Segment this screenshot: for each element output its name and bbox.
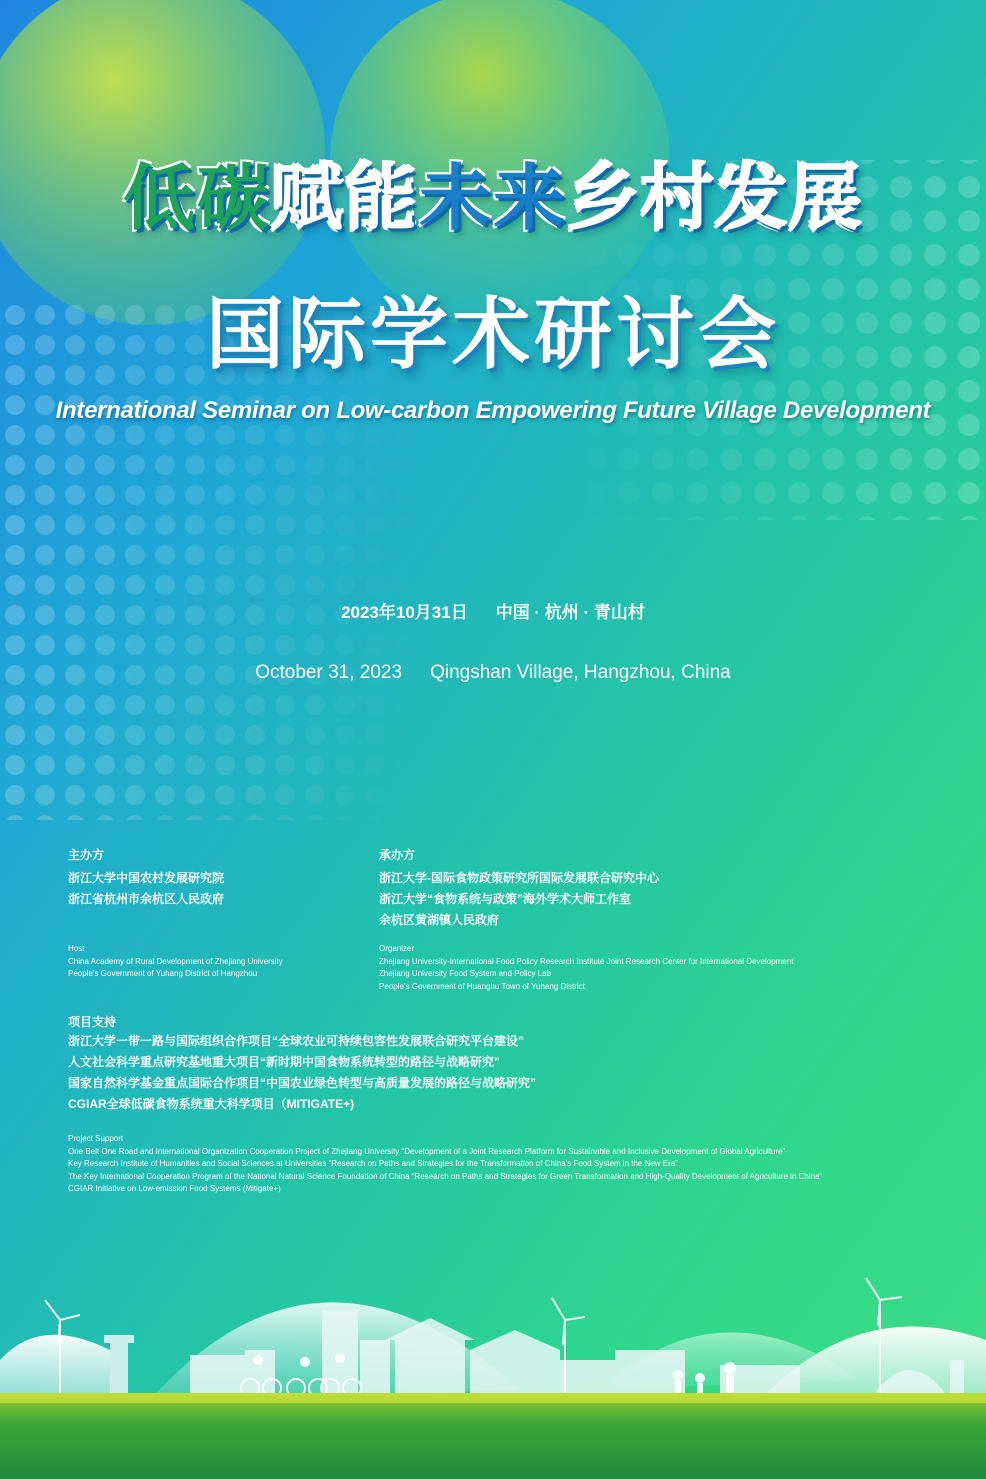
project-support-cn <box>68 1013 536 1115</box>
organizer-item-en: People’s Government of Huanghu Town of Yuhang District <box>379 981 585 991</box>
support-item: CGIAR全球低碳食物系统重大科学项目（MITIGATE+) <box>68 1097 355 1111</box>
support-item-en: The Key International Cooperation Program of the National Natural Science Foundation of China “Research on Paths and Strategies for Green Transformation and High-Quality Development of Agriculture in China” <box>68 1171 823 1181</box>
date-location-en <box>0 662 986 684</box>
host-item-en: People’s Government of Yuhang District of Hangzhou <box>68 969 258 978</box>
village-skyline-illustration <box>0 1200 986 1479</box>
english-title: International Seminar on Low-carbon Empowering Future Village Development <box>55 397 931 424</box>
project-support-en <box>68 1133 822 1196</box>
support-heading-en: Project Support <box>68 1134 124 1143</box>
host-section-en <box>68 943 283 981</box>
title-part-village-development: 乡村发展 <box>567 156 864 240</box>
host-item: 浙江大学中国农村发展研究院 <box>68 871 225 885</box>
location-en: Qingshan Village, Hangzhou, China <box>430 662 731 683</box>
date-en: October 31, 2023 <box>255 662 403 683</box>
host-heading-cn: 主办方 <box>68 848 105 862</box>
support-item-en: One Belt One Road and International Organization Cooperation Project of Zhejiang University “Development of a Joint Research Platform for Sustainable and Inclusive Development of Global Agriculture” <box>68 1146 786 1156</box>
organizer-heading-cn: 承办方 <box>379 848 416 862</box>
hill-left <box>0 1335 110 1400</box>
location-cn: 中国 · 杭州 · 青山村 <box>495 603 645 622</box>
support-heading-cn: 项目支持 <box>68 1015 117 1029</box>
title-part-low-carbon: 低碳 <box>122 156 271 240</box>
date-location-cn <box>0 598 986 623</box>
host-heading-en: Host <box>68 944 85 953</box>
support-item-en: Key Research Institute of Humanities and Social Sciences at Universities “Research on Paths and Strategies for the Transformation of China’s Food System in the New Era” <box>68 1159 678 1168</box>
host-item: 浙江省杭州市余杭区人民政府 <box>68 892 225 906</box>
title-part-empowering: 赋能 <box>270 156 419 240</box>
title-line-1 <box>0 140 986 244</box>
organizer-item-en: Zhejiang University Food System and Policy Lab <box>379 969 552 978</box>
organizer-section-cn <box>379 846 659 931</box>
organizer-item: 浙江大学“食物系统与政策”海外学术大师工作室 <box>379 892 632 906</box>
support-item: 人文社会科学重点研究基地重大项目“新时期中国食物系统转型的路径与战略研究” <box>68 1055 501 1069</box>
support-item: 浙江大学一带一路与国际组织合作项目“全球农业可持续包容性发展联合研究平台建设” <box>68 1034 525 1048</box>
organizer-item-en: Zhejiang University-International Food Policy Research Institute Joint Research Center for International Development <box>379 956 794 966</box>
ground-highlight <box>0 1393 986 1403</box>
host-item-en: China Academy of Rural Development of Zhejiang University <box>68 956 283 966</box>
organizer-heading-en: Organizer <box>379 944 415 953</box>
ground <box>0 1393 986 1479</box>
organizer-item: 浙江大学-国际食物政策研究所国际发展联合研究中心 <box>379 871 659 885</box>
title-part-future: 未来 <box>419 156 568 240</box>
date-cn: 2023年10月31日 <box>341 603 468 622</box>
organizer-section-en <box>379 943 793 993</box>
support-item-en: CGIAR Initiative on Low-emission Food Systems (Mitigate+) <box>68 1184 281 1193</box>
host-section-cn <box>68 846 224 910</box>
support-item: 国家自然科学基金重点国际合作项目“中国农业绿色转型与高质量发展的路径与战略研究” <box>68 1076 537 1090</box>
title-line-2: 国际学术研讨会 <box>205 290 780 380</box>
organizer-item: 余杭区黄湖镇人民政府 <box>379 913 500 927</box>
